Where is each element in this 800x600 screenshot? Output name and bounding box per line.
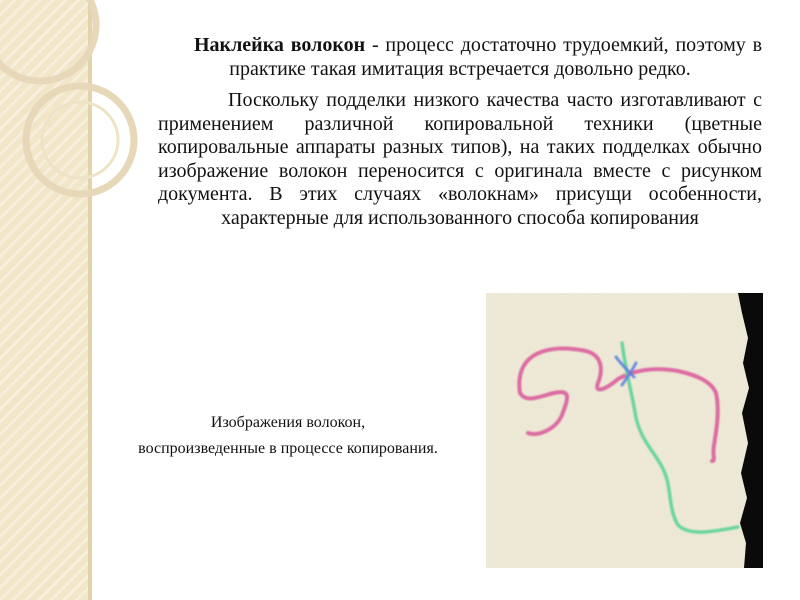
term-fiber-gluing: Наклейка волокон [194, 34, 366, 56]
decorative-circles [0, 0, 150, 260]
image-caption [96, 410, 480, 462]
photo-paper-grain [486, 293, 763, 568]
paragraph-1-rest: - процесс достаточно трудоемкий, поэтому в практике такая имитация встречается довольно редко. [229, 34, 763, 80]
copied-fibers-photo [486, 293, 763, 568]
paragraph-fiber-gluing [158, 34, 762, 81]
body-text [158, 34, 762, 230]
caption-line-2: воспроизведенные в процессе копирования. [138, 440, 438, 457]
caption-line-1: Изображения волокон, [210, 414, 366, 431]
decorative-circle-inner [42, 102, 118, 178]
paragraph-copy-counterfeits: Поскольку подделки низкого качества часто изготавливают с применением различной копировальной техники (цветные копировальные аппараты разных типов), на таких подделках обычно изображение волокон переносится с оригинала вместе с рисунком документа. В этих случаях «волокнам» присущи особенности, характерные для использованного способа копирования [158, 89, 762, 229]
decorative-circle-top [0, 0, 96, 81]
